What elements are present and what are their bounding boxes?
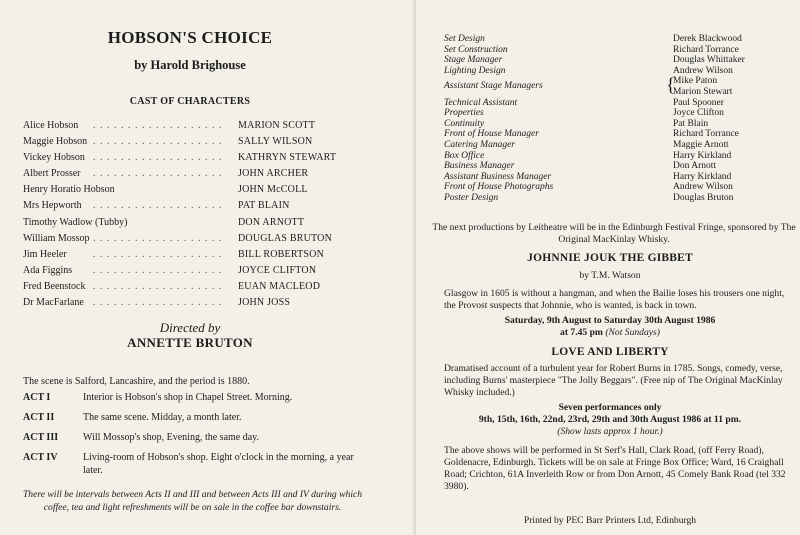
- leader-dots: . . . . . . . . . . . . . . . . . . .: [93, 136, 223, 148]
- crew-row: [444, 66, 784, 77]
- cast-actor: JOHN McCOLL: [238, 184, 308, 196]
- crew-person: Richard Torrance: [673, 129, 739, 140]
- play-byline: by Harold Brighouse: [134, 58, 246, 72]
- show1-time-note: (Not Sundays): [605, 327, 660, 338]
- act-row: [23, 391, 373, 407]
- cast-role: Alice Hobson: [23, 120, 79, 131]
- show2-performances: [420, 402, 800, 438]
- cast-row: [23, 215, 363, 231]
- cast-actor: MARION SCOTT: [238, 120, 316, 131]
- cast-row: [23, 295, 363, 311]
- cast-role: Dr MacFarlane: [23, 297, 84, 309]
- crew-row: [444, 76, 784, 97]
- crew-person: Mike Paton: [673, 76, 718, 87]
- leader-dots: . . . . . . . . . . . . . . . . . . .: [93, 232, 223, 244]
- crew-row: [444, 129, 784, 140]
- act-label: ACT I: [23, 392, 51, 403]
- crew-job: Catering Manager: [444, 139, 515, 150]
- cast-row: [23, 134, 363, 150]
- crew-person: Paul Spooner: [673, 97, 724, 108]
- play-title: HOBSON'S CHOICE: [107, 28, 273, 47]
- crew-row: [444, 172, 784, 183]
- cast-actor: SALLY WILSON: [238, 136, 313, 148]
- cast-row: [23, 182, 363, 198]
- show2-perf-count: Seven performances only: [558, 402, 662, 413]
- cast-role: Fred Beenstock: [23, 280, 86, 292]
- acts-list: [23, 391, 373, 481]
- act-description: Interior is Hobson's shop in Chapel Street. Morning.: [83, 392, 293, 403]
- crew-person: Harry Kirkland: [673, 171, 732, 182]
- show1-time-line: [420, 327, 800, 339]
- crew-row: [444, 55, 784, 66]
- crew-person: Douglas Bruton: [673, 192, 734, 203]
- crew-row: [444, 34, 784, 45]
- show1-author: by T.M. Watson: [579, 270, 641, 281]
- act-label: ACT II: [23, 412, 55, 423]
- cast-row: [23, 263, 363, 279]
- show1-description: Glasgow in 1605 is without a hangman, and when the Bailie loses his trousers one night, the Provost suspects that Johnnie, who is wanted, is back in town.: [444, 288, 785, 311]
- cast-role: Mrs Hepworth: [23, 200, 82, 212]
- venue-note: The above shows will be performed in St Serf's Hall, Clark Road, (off Ferry Road), Goldenacre, Edinburgh. Tickets will be on sale at Fringe Box Office; Ward, 16 Craighall Road; Crichton, 61A Inverleith Row or from Don Arnott, 45 Comely Bank Road (tel 332 3980).: [444, 445, 786, 492]
- crew-row: [444, 182, 784, 193]
- act-description: Will Mossop's shop, Evening, the same day.: [83, 432, 260, 443]
- crew-job: Front of House Photographs: [444, 182, 554, 193]
- show1-time: at 7.45 pm: [560, 327, 603, 338]
- page-fold: [413, 0, 416, 535]
- cast-list: [23, 118, 363, 311]
- crew-job: Technical Assistant: [444, 97, 518, 108]
- cast-role: Albert Prosser: [23, 168, 81, 180]
- crew-row: [444, 151, 784, 162]
- crew-job: Assistant Stage Managers: [444, 81, 543, 92]
- cast-actor: JOYCE CLIFTON: [238, 264, 317, 276]
- directed-by-label: Directed by: [159, 320, 221, 335]
- crew-job: Poster Design: [444, 192, 499, 203]
- crew-row: [444, 98, 784, 109]
- crew-person: Harry Kirkland: [673, 150, 732, 161]
- show1-title: JOHNNIE JOUK THE GIBBET: [527, 252, 693, 264]
- brace-glyph: {: [666, 75, 676, 97]
- act-description: Living-room of Hobson's shop. Eight o'clock in the morning, a year later.: [83, 452, 354, 476]
- crew-row: [444, 119, 784, 130]
- cast-actor: JOHN ARCHER: [238, 168, 309, 180]
- crew-job: Set Design: [444, 34, 485, 44]
- crew-job: Set Construction: [444, 44, 508, 55]
- crew-row: [444, 108, 784, 119]
- act-row: [23, 431, 373, 447]
- cast-row: [23, 231, 363, 247]
- director-name: ANNETTE BRUTON: [127, 335, 253, 350]
- cast-actor: EUAN MACLEOD: [238, 280, 321, 292]
- leader-dots: . . . . . . . . . . . . . . . . . . .: [93, 200, 223, 212]
- cast-role: Ada Figgins: [23, 264, 73, 276]
- cast-heading: CAST OF CHARACTERS: [129, 96, 251, 107]
- leader-dots: . . . . . . . . . . . . . . . . . . .: [93, 297, 223, 309]
- cast-role: Timothy Wadlow (Tubby): [23, 216, 128, 228]
- show2-title: LOVE AND LIBERTY: [551, 346, 669, 358]
- act-row: [23, 451, 373, 477]
- crew-person: Marion Stewart: [673, 86, 733, 97]
- cast-role: Henry Horatio Hobson: [23, 184, 115, 196]
- cast-actor: DOUGLAS BRUTON: [238, 232, 333, 244]
- cast-actor: DON ARNOTT: [238, 216, 305, 228]
- show2-perf-note: (Show lasts approx 1 hour.): [557, 426, 663, 437]
- crew-row: [444, 140, 784, 151]
- crew-person: Pat Blain: [673, 118, 709, 129]
- right-page: [420, 0, 800, 535]
- crew-job: Business Manager: [444, 161, 515, 172]
- leader-dots: . . . . . . . . . . . . . . . . . . .: [93, 264, 223, 276]
- show1-dates: [420, 315, 800, 339]
- next-productions-note: The next productions by Leitheatre will be in the Edinburgh Festival Fringe, sponsored by The Original MacKinlay Whisky.: [432, 222, 796, 245]
- cast-row: [23, 247, 363, 263]
- crew-job: Continuity: [444, 118, 485, 129]
- cast-actor: JOHN JOSS: [238, 297, 291, 309]
- crew-job: Assistant Business Manager: [444, 171, 552, 182]
- leader-dots: . . . . . . . . . . . . . . . . . . .: [93, 152, 223, 164]
- cast-row: [23, 279, 363, 295]
- scene-intro: The scene is Salford, Lancashire, and the period is 1880.: [23, 376, 250, 387]
- show1-date-range: Saturday, 9th August to Saturday 30th August 1986: [504, 315, 716, 326]
- cast-row: [23, 198, 363, 214]
- intervals-note: There will be intervals between Acts II and III and between Acts III and IV during which coffee, tea and light refreshments will be on sale in the coffee bar downstairs.: [22, 489, 363, 513]
- crew-person: Maggie Arnott: [673, 139, 729, 150]
- crew-person: Richard Torrance: [673, 44, 739, 55]
- act-description: The same scene. Midday, a month later.: [83, 412, 242, 423]
- crew-job: Box Office: [444, 150, 485, 161]
- crew-person: Derek Blackwood: [673, 34, 742, 44]
- cast-role: Maggie Hobson: [23, 136, 88, 148]
- cast-role: William Mossop: [23, 232, 90, 244]
- crew-job: Properties: [444, 108, 484, 119]
- act-row: [23, 411, 373, 427]
- leader-dots: . . . . . . . . . . . . . . . . . . .: [93, 280, 223, 292]
- cast-actor: BILL ROBERTSON: [238, 248, 324, 260]
- cast-row: [23, 118, 363, 134]
- leader-dots: . . . . . . . . . . . . . . . . . . .: [93, 168, 223, 180]
- show2-description: Dramatised account of a turbulent year for Robert Burns in 1785. Songs, comedy, verse, including Burns' masterpiece "The Jolly Beggars". (Free nip of The Original MacKinlay Whisky included.): [444, 363, 783, 398]
- crew-job: Lighting Design: [444, 65, 506, 76]
- act-label: ACT III: [23, 432, 59, 443]
- crew-list: [444, 34, 784, 204]
- crew-row: [444, 45, 784, 56]
- crew-person: Joyce Clifton: [673, 108, 724, 119]
- printer-credit: Printed by PEC Barr Printers Ltd, Edinburgh: [523, 515, 697, 526]
- crew-row: [444, 161, 784, 172]
- crew-row: [444, 193, 784, 204]
- crew-job: Stage Manager: [444, 55, 503, 66]
- cast-role: Jim Heeler: [23, 248, 67, 260]
- crew-person: Don Arnott: [673, 161, 717, 172]
- crew-person: Andrew Wilson: [673, 65, 733, 76]
- crew-job: Front of House Manager: [444, 129, 539, 140]
- crew-person: Douglas Whittaker: [673, 55, 745, 66]
- show2-perf-dates: 9th, 15th, 16th, 22nd, 23rd, 29th and 30th August 1986 at 11 pm.: [478, 414, 742, 425]
- leader-dots: . . . . . . . . . . . . . . . . . . .: [93, 248, 223, 260]
- cast-row: [23, 150, 363, 166]
- crew-person: Andrew Wilson: [673, 182, 733, 193]
- cast-actor: KATHRYN STEWART: [238, 152, 337, 164]
- cast-actor: PAT BLAIN: [238, 200, 290, 212]
- leader-dots: . . . . . . . . . . . . . . . . . . .: [93, 120, 223, 131]
- cast-row: [23, 166, 363, 182]
- cast-role: Vickey Hobson: [23, 152, 85, 164]
- act-label: ACT IV: [23, 452, 58, 463]
